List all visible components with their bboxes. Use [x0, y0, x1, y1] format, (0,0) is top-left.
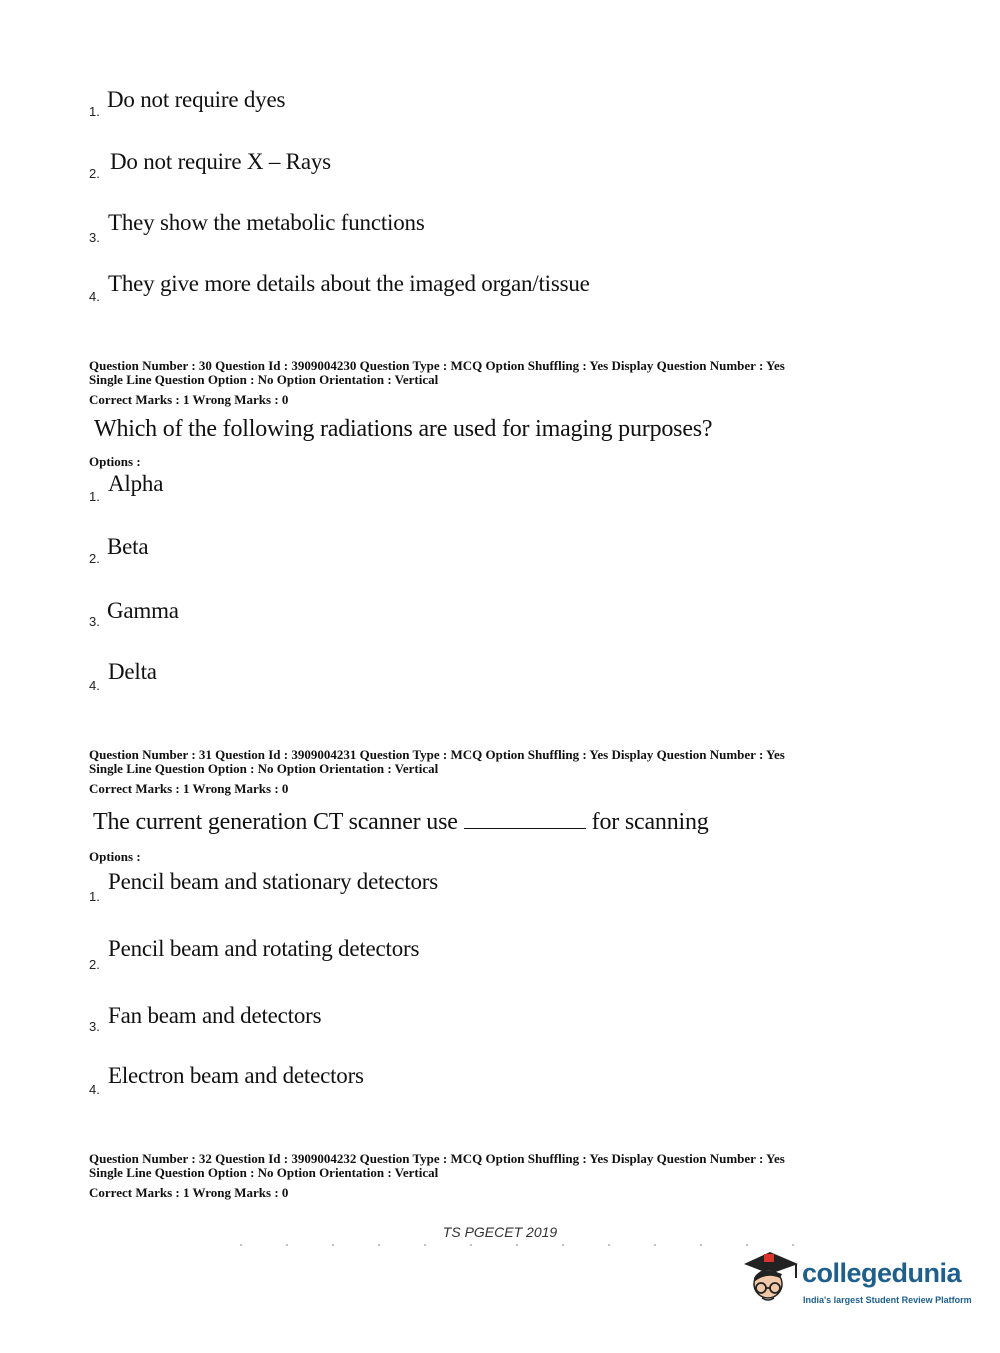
q31-option-2-text: Pencil beam and rotating detectors	[108, 936, 420, 961]
q29-option-3-number: 3.	[89, 230, 100, 245]
q31-option-3-number: 3.	[89, 1019, 100, 1034]
footer-divider	[240, 1244, 810, 1246]
q30-option-3-text: Gamma	[107, 598, 179, 623]
q30-options-label: Options :	[89, 454, 141, 469]
q31-question-part-1: The current generation CT scanner use	[93, 809, 458, 835]
q29-option-4-text: They give more details about the imaged organ/tissue	[108, 271, 590, 296]
q31-option-2-number: 2.	[89, 957, 100, 972]
q31-meta-line-1: Question Number : 31 Question Id : 3909004231 Question Type : MCQ Option Shuffling : Yes Display Question Number : Yes	[89, 747, 785, 762]
q30-question-text: Which of the following radiations are used for imaging purposes?	[94, 416, 713, 442]
q31-option-4-text: Electron beam and detectors	[108, 1063, 364, 1088]
q30-meta-line-1: Question Number : 30 Question Id : 3909004230 Question Type : MCQ Option Shuffling : Yes Display Question Number : Yes	[89, 358, 785, 373]
q31-meta-line-2: Single Line Question Option : No Option Orientation : Vertical	[89, 761, 439, 776]
brand-tagline: India's largest Student Review Platform	[803, 1295, 972, 1305]
q31-option-1-text: Pencil beam and stationary detectors	[108, 869, 439, 894]
q30-option-1-text: Alpha	[108, 471, 164, 496]
collegedunia-logo	[740, 1248, 980, 1318]
q31-option-1-number: 1.	[89, 889, 100, 904]
exam-footer-label: TS PGECET 2019	[442, 1224, 558, 1240]
q29-option-4-number: 4.	[89, 289, 100, 304]
q30-option-3-number: 3.	[89, 614, 100, 629]
q30-meta-line-2: Single Line Question Option : No Option Orientation : Vertical	[89, 372, 439, 387]
q32-meta-line-1: Question Number : 32 Question Id : 3909004232 Question Type : MCQ Option Shuffling : Yes Display Question Number : Yes	[89, 1151, 785, 1166]
q31-options-label: Options :	[89, 849, 141, 864]
q29-option-2-number: 2.	[89, 166, 100, 181]
q30-option-4-text: Delta	[108, 659, 157, 684]
q32-meta-line-2: Single Line Question Option : No Option Orientation : Vertical	[89, 1165, 439, 1180]
q31-option-3-text: Fan beam and detectors	[108, 1003, 322, 1028]
q29-option-1-number: 1.	[89, 104, 100, 119]
q29-option-2-text: Do not require X – Rays	[110, 149, 331, 174]
q31-blank	[464, 806, 586, 829]
q30-marks: Correct Marks : 1 Wrong Marks : 0	[89, 392, 289, 407]
q30-option-1-number: 1.	[89, 489, 100, 504]
brand-name: collegedunia	[802, 1258, 962, 1288]
q29-option-1-text: Do not require dyes	[107, 87, 286, 112]
mascot-icon	[740, 1248, 802, 1318]
q31-question-part-2: for scanning	[591, 809, 709, 835]
q29-option-3-text: They show the metabolic functions	[108, 210, 425, 235]
q31-option-4-number: 4.	[89, 1082, 100, 1097]
q32-marks: Correct Marks : 1 Wrong Marks : 0	[89, 1185, 289, 1200]
q30-option-2-text: Beta	[107, 534, 149, 559]
q30-option-4-number: 4.	[89, 678, 100, 693]
q31-question-text	[93, 806, 709, 836]
q30-option-2-number: 2.	[89, 551, 100, 566]
q31-marks: Correct Marks : 1 Wrong Marks : 0	[89, 781, 289, 796]
